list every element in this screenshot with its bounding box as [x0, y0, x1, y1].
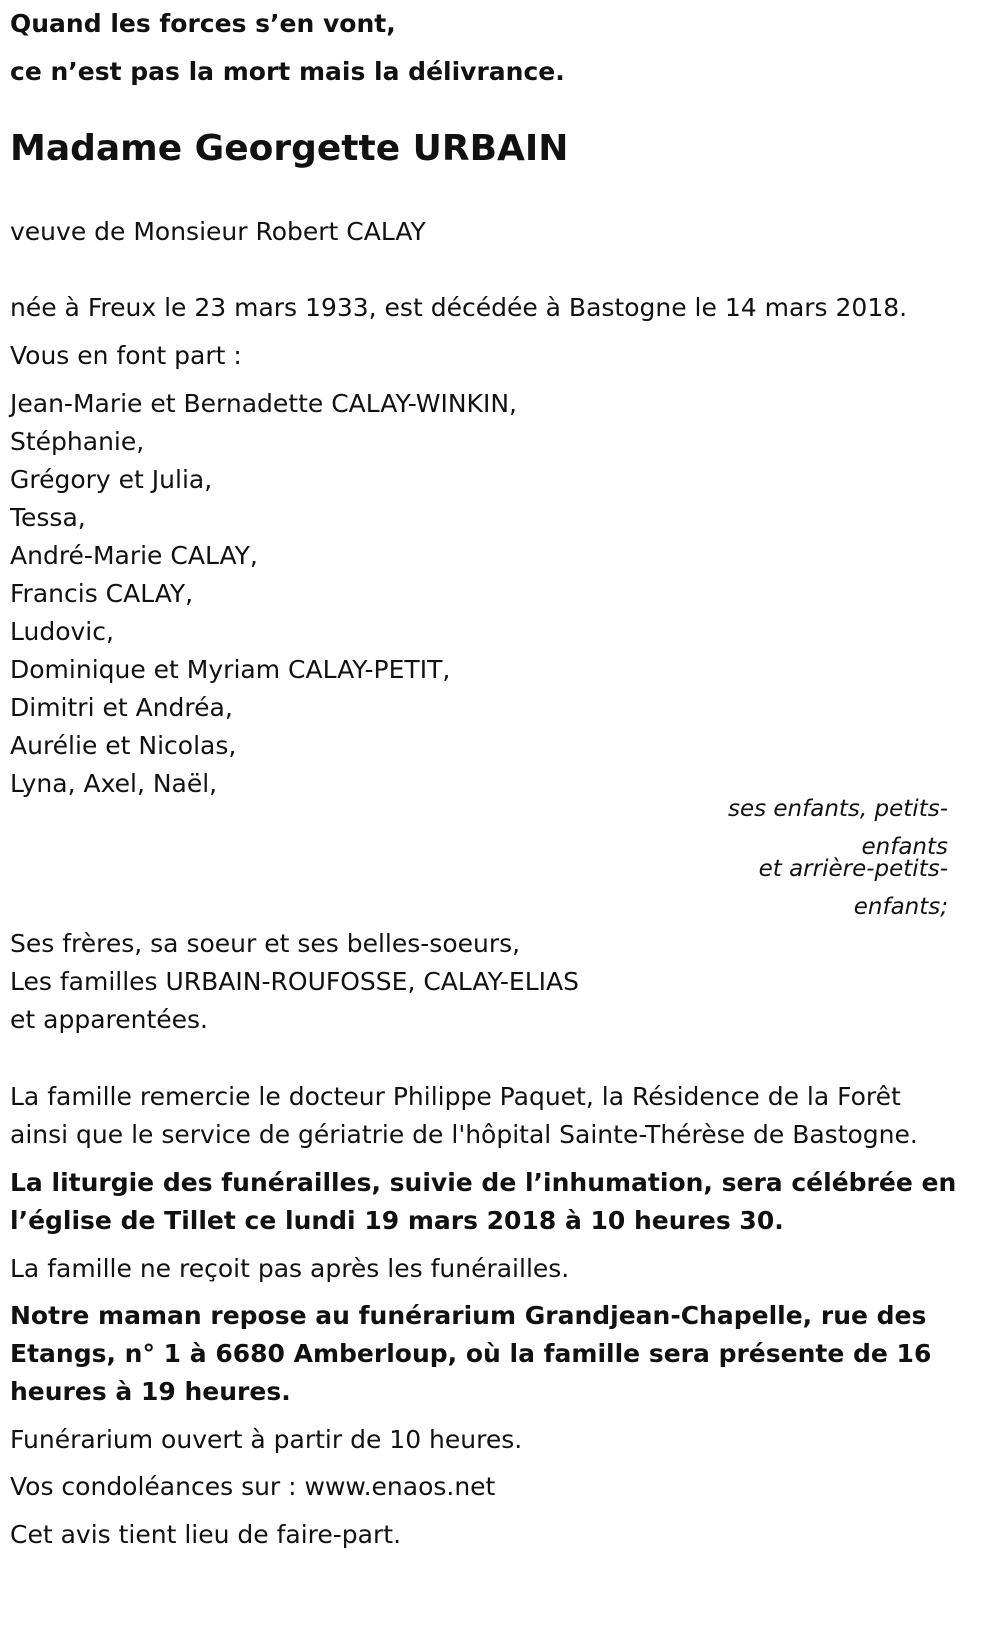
- family-member: Dimitri et Andréa,: [10, 693, 233, 722]
- family-member: Tessa,: [10, 503, 86, 532]
- relation-line: et arrière-petits-: [758, 856, 948, 882]
- closing-line: Cet avis tient lieu de faire-part.: [10, 1520, 402, 1549]
- epigraph-line-1: Quand les forces s’en vont,: [10, 9, 396, 38]
- funerarium-line: Etangs, n° 1 à 6680 Amberloup, où la famille sera présente de 16: [10, 1339, 932, 1368]
- family-member: Aurélie et Nicolas,: [10, 731, 237, 760]
- opening-hours-line: Funérarium ouvert à partir de 10 heures.: [10, 1425, 523, 1454]
- thanks-line: ainsi que le service de gériatrie de l'hôpital Sainte-Thérèse de Bastogne.: [10, 1120, 918, 1149]
- deceased-name: Madame Georgette URBAIN: [10, 128, 569, 169]
- liturgy-line: l’église de Tillet ce lundi 19 mars 2018 à 10 heures 30.: [10, 1206, 784, 1235]
- family-member: André-Marie CALAY,: [10, 541, 258, 570]
- thanks-line: La famille remercie le docteur Philippe Paquet, la Résidence de la Forêt: [10, 1082, 901, 1111]
- relation-line: enfants: [861, 834, 948, 860]
- extended-family-line: Les familles URBAIN-ROUFOSSE, CALAY-ELIAS: [10, 967, 579, 996]
- family-member: Lyna, Axel, Naël,: [10, 769, 218, 798]
- birth-death-line: née à Freux le 23 mars 1933, est décédée à Bastogne le 14 mars 2018.: [10, 293, 908, 322]
- family-member: Stéphanie,: [10, 427, 145, 456]
- family-member: Ludovic,: [10, 617, 114, 646]
- family-member: Francis CALAY,: [10, 579, 194, 608]
- extended-family-line: Ses frères, sa soeur et ses belles-soeurs,: [10, 929, 521, 958]
- family-member: Jean-Marie et Bernadette CALAY-WINKIN,: [10, 389, 517, 418]
- family-member: Grégory et Julia,: [10, 465, 213, 494]
- relation-line: enfants;: [853, 894, 948, 920]
- condolences-line: Vos condoléances sur : www.enaos.net: [10, 1472, 496, 1501]
- family-member: Dominique et Myriam CALAY-PETIT,: [10, 655, 451, 684]
- extended-family-line: et apparentées.: [10, 1005, 208, 1034]
- epigraph-line-2: ce n’est pas la mort mais la délivrance.: [10, 57, 565, 86]
- relation-line: ses enfants, petits-: [727, 796, 948, 822]
- funerarium-line: heures à 19 heures.: [10, 1377, 291, 1406]
- announcement-line: Vous en font part :: [10, 341, 242, 370]
- liturgy-line: La liturgie des funérailles, suivie de l’inhumation, sera célébrée en: [10, 1168, 957, 1197]
- funerarium-line: Notre maman repose au funérarium Grandjean-Chapelle, rue des: [10, 1301, 927, 1330]
- widow-of-line: veuve de Monsieur Robert CALAY: [10, 217, 426, 246]
- no-reception-line: La famille ne reçoit pas après les funérailles.: [10, 1254, 570, 1283]
